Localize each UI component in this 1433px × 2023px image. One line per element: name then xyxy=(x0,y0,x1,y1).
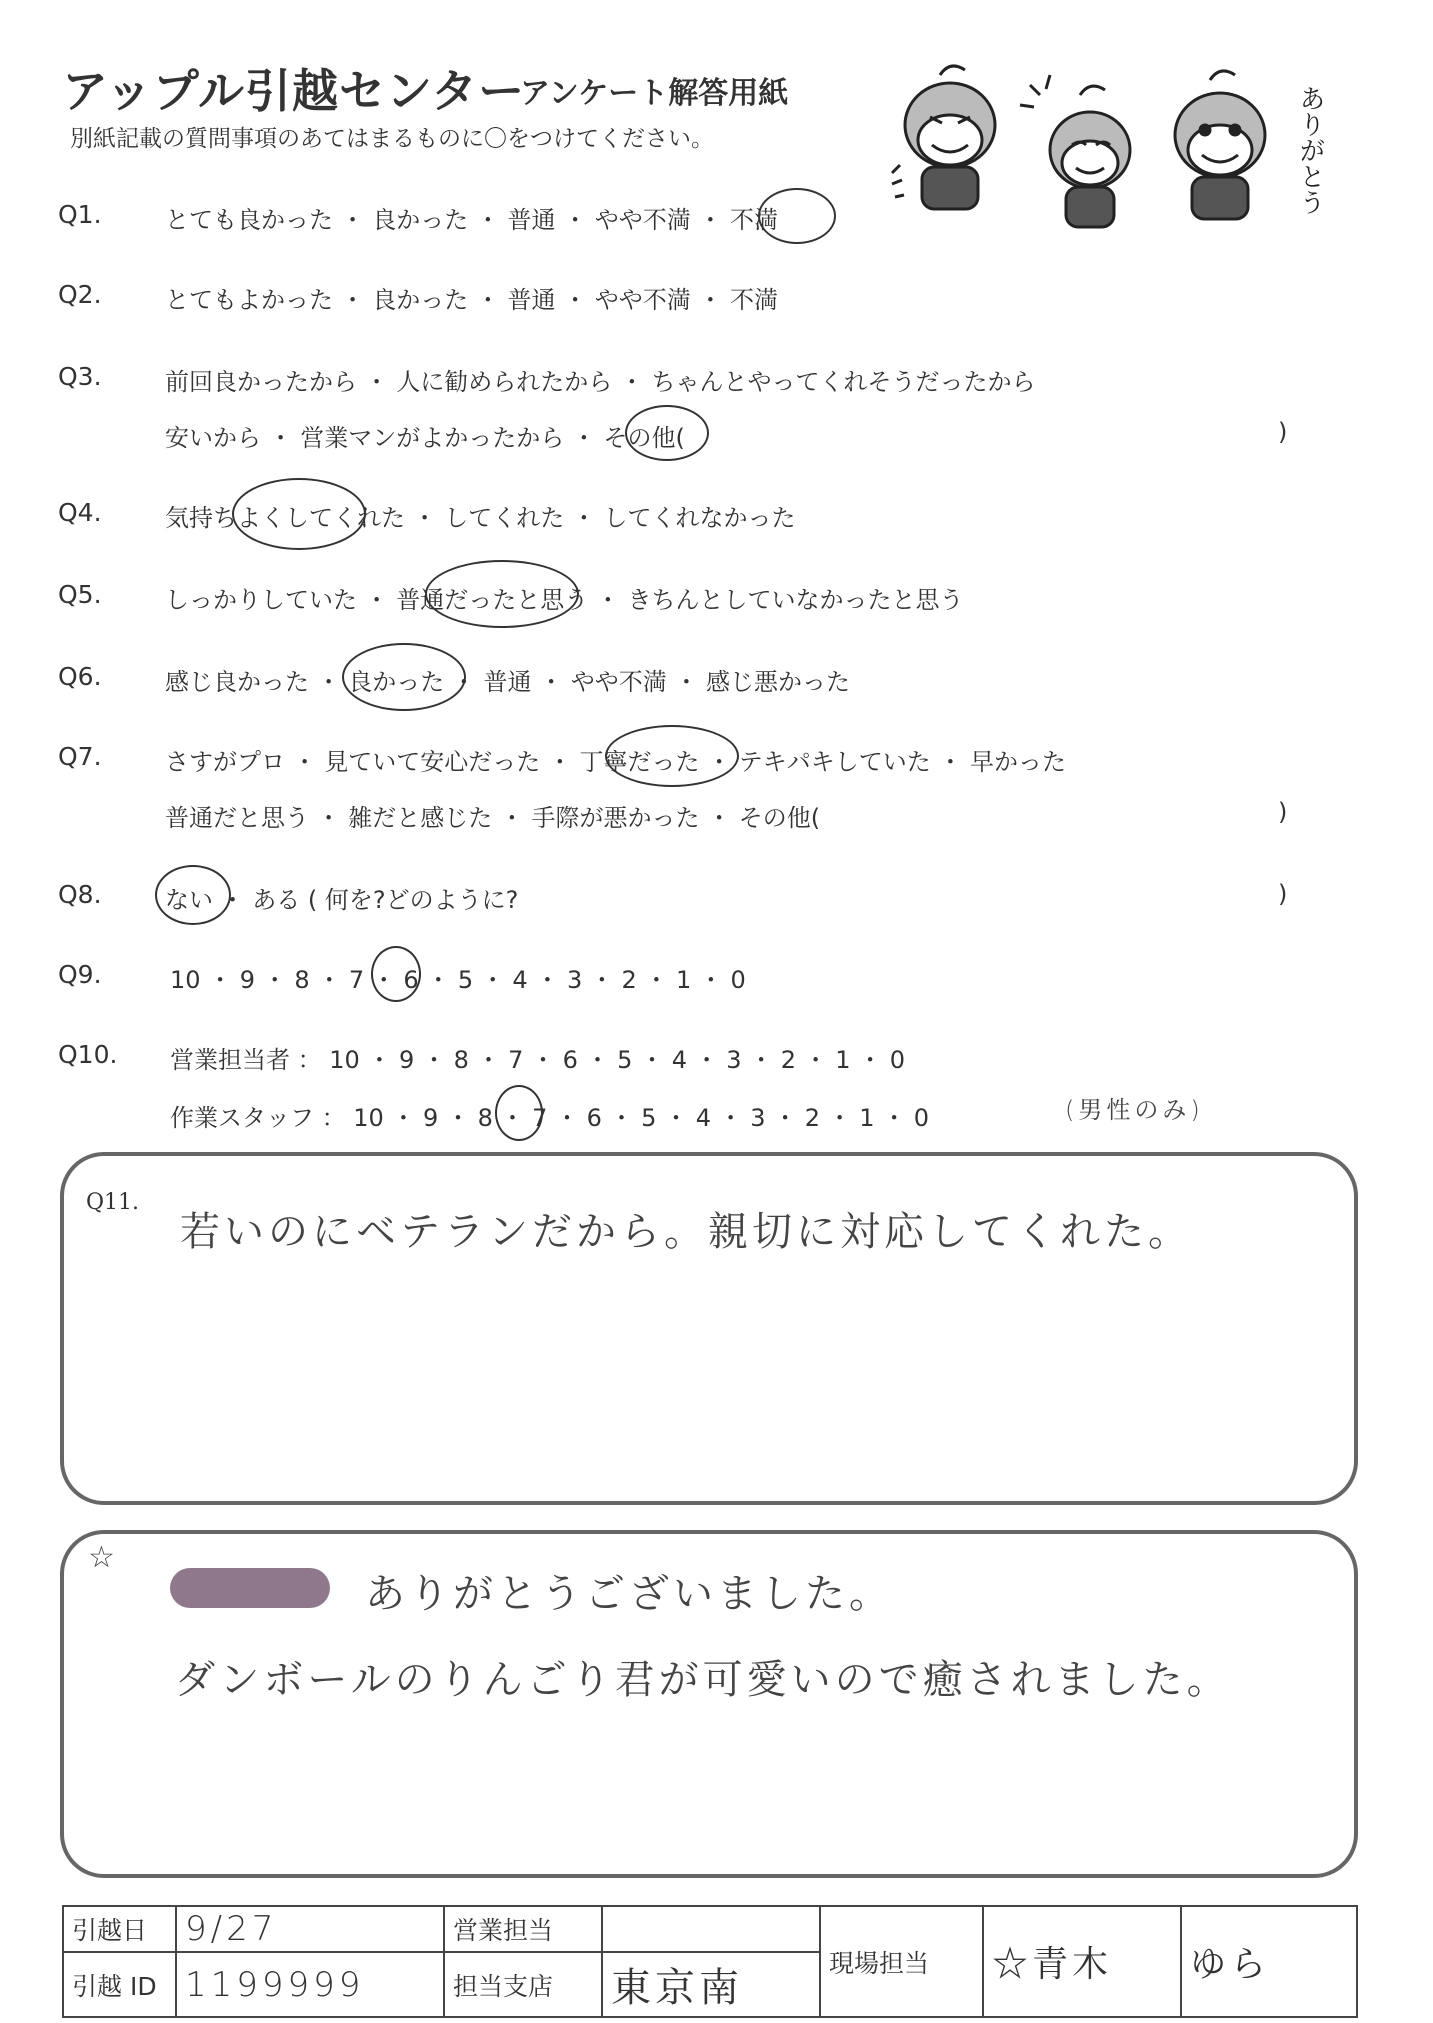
site-value-2: ゆら xyxy=(1181,1906,1357,2017)
question-label: Q4. xyxy=(58,498,102,527)
answer-circle xyxy=(425,560,579,628)
question-label: Q7. xyxy=(58,742,102,771)
question-options: 気持ちよくしてくれた ・ してくれた ・ してくれなかった xyxy=(165,504,796,532)
answer-circle xyxy=(758,188,836,244)
form-subtitle: アンケート解答用紙 xyxy=(520,76,789,111)
site-value-1: ☆青木 xyxy=(983,1906,1181,2017)
answer-circle xyxy=(155,865,231,925)
answer-circle xyxy=(605,725,739,787)
question-label: Q1. xyxy=(58,200,102,229)
scribbled-out-text xyxy=(170,1568,330,1608)
question-label: Q2. xyxy=(58,280,102,309)
star-icon: ☆ xyxy=(88,1540,115,1575)
q11-answer-text: 若いのにベテランだから。親切に対応してくれた。 xyxy=(180,1209,1192,1255)
move-id-label: 引越 ID xyxy=(63,1952,176,2017)
company-title: アップル引越センター xyxy=(62,64,526,118)
branch-label: 担当支店 xyxy=(444,1952,602,2017)
close-paren: ) xyxy=(1278,418,1288,446)
instruction-text: 別紙記載の質問事項のあてはまるものに〇をつけてください。 xyxy=(70,126,714,152)
answer-circle xyxy=(342,643,466,711)
question-options: 前回良かったから ・ 人に勧められたから ・ ちゃんとやってくれそうだったから xyxy=(165,368,1036,396)
move-id-value: 1199999 xyxy=(176,1952,444,2017)
mascot-illustration xyxy=(880,55,1340,240)
close-paren: ) xyxy=(1278,798,1288,826)
question-label: Q10. xyxy=(58,1040,118,1069)
male-only-note: (男性のみ) xyxy=(1065,1096,1204,1124)
site-label: 現場担当 xyxy=(820,1906,983,2017)
answer-circle xyxy=(495,1085,543,1141)
question-options: とてもよかった ・ 良かった ・ 普通 ・ やや不満 ・ 不満 xyxy=(165,286,779,314)
answer-circle xyxy=(232,478,366,550)
question-label: Q6. xyxy=(58,662,102,691)
sales-label: 営業担当 xyxy=(444,1906,602,1952)
question-options: ない ・ ある ( 何を?どのように? xyxy=(165,886,519,914)
question-label: Q5. xyxy=(58,580,102,609)
question-label: Q3. xyxy=(58,362,102,391)
question-options: 普通だと思う ・ 雑だと感じた ・ 手際が悪かった ・ その他( xyxy=(165,804,821,832)
question-options: 営業担当者 ： 10 ・ 9 ・ 8 ・ 7 ・ 6 ・ 5 ・ 4 ・ 3 ・ 2 ・ 1 ・ 0 xyxy=(170,1046,906,1074)
comment-line-1: ありがとうございました。 xyxy=(365,1571,893,1617)
comment-line-2: ダンボールのりんごり君が可愛いので癒されました。 xyxy=(175,1657,1231,1703)
close-paren: ) xyxy=(1278,880,1288,908)
question-label: Q8. xyxy=(58,880,102,909)
footer-table xyxy=(62,1905,1358,2018)
question-options: 10 ・ 9 ・ 8 ・ 7 ・ 6 ・ 5 ・ 4 ・ 3 ・ 2 ・ 1 ・ 0 xyxy=(170,966,746,994)
q11-label: Q11. xyxy=(86,1190,140,1215)
question-options: しっかりしていた ・ 普通だったと思う ・ きちんとしていなかったと思う xyxy=(165,586,964,614)
sales-value xyxy=(602,1906,820,1952)
question-options: とても良かった ・ 良かった ・ 普通 ・ やや不満 ・ 不満 xyxy=(165,206,779,234)
branch-value: 東京南 xyxy=(602,1952,820,2017)
question-label: Q9. xyxy=(58,960,102,989)
question-options: さすがプロ ・ 見ていて安心だった ・ 丁寧だった ・ テキパキしていた ・ 早かった xyxy=(165,748,1067,776)
mascot-text: ありがとう xyxy=(1295,85,1325,215)
move-date-label: 引越日 xyxy=(63,1906,176,1952)
question-options: 感じ良かった ・ 良かった ・ 普通 ・ やや不満 ・ 感じ悪かった xyxy=(165,668,851,696)
question-options: 安いから ・ 営業マンがよかったから ・ その他( xyxy=(165,424,685,452)
answer-circle xyxy=(371,946,421,1002)
answer-circle xyxy=(625,405,709,461)
move-date-value: 9/27 xyxy=(176,1906,444,1952)
question-options: 作業スタッフ ： 10 ・ 9 ・ 8 ・ 7 ・ 6 ・ 5 ・ 4 ・ 3 ・ 2 ・ 1 ・ 0 xyxy=(170,1104,930,1132)
